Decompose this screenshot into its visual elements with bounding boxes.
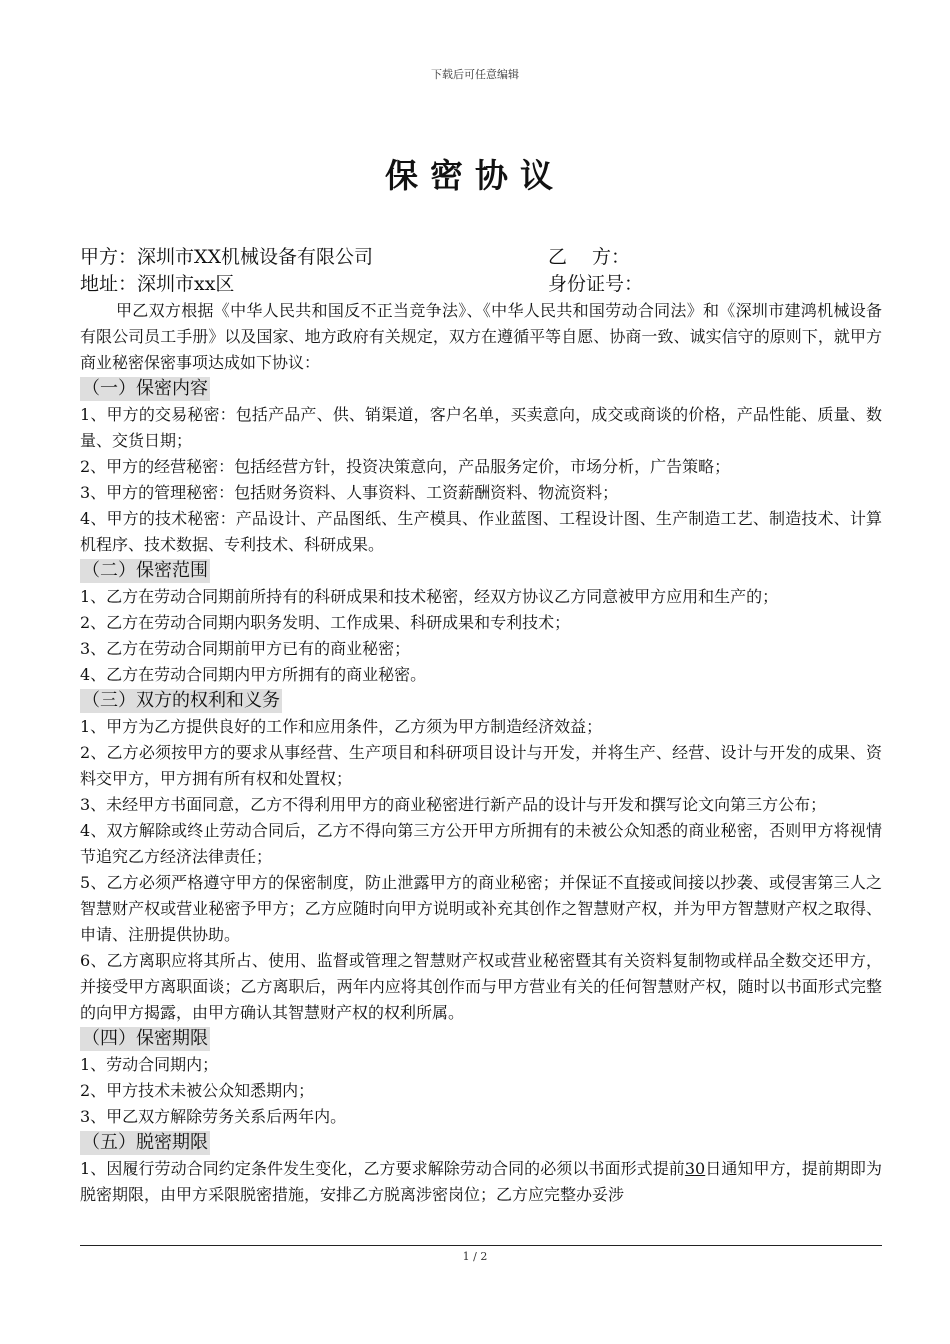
clause (80, 1156, 882, 1208)
document-title: 保密协议 (385, 156, 565, 195)
clause-text-start: 1、因履行劳动合同约定条件发生变化，乙方要求解除劳动合同的必须以书面形式提前 (80, 1159, 685, 1178)
clause: 4、乙方在劳动合同期内甲方所拥有的商业秘密。 (80, 665, 427, 684)
id-number: 身份证号： (548, 273, 644, 295)
address: 地址：深圳市xx区 (80, 273, 235, 295)
clause-text-end: 日通知甲方，提前期即为脱密期限，由甲方采限脱密措施，安排乙方脱离涉密岗位；乙方应完整办妥涉 (80, 1159, 882, 1204)
clause: 1、乙方在劳动合同期前所持有的科研成果和技术秘密，经双方协议乙方同意被甲方应用和生产的； (80, 587, 779, 606)
clause: 2、乙方在劳动合同期内职务发明、工作成果、科研成果和专利技术； (80, 613, 571, 632)
footer-divider (80, 1245, 882, 1246)
clause: 3、甲方的管理秘密：包括财务资料、人事资料、工资薪酬资料、物流资料； (80, 483, 619, 502)
section-heading: （五）脱密期限 (82, 1132, 208, 1153)
party-b: 乙 方： (548, 246, 631, 268)
header-note: 下载后可任意编辑 (431, 68, 519, 81)
clause: 4、甲方的技术秘密：产品设计、产品图纸、生产模具、作业蓝图、工程设计图、生产制造工艺、制造技术、计算机程序、技术数据、专利技术、科研成果。 (80, 509, 882, 554)
clause: 4、双方解除或终止劳动合同后，乙方不得向第三方公开甲方所拥有的未被公众知悉的商业秘密，否则甲方将视情节追究乙方经济法律责任； (80, 821, 882, 866)
party-a: 甲方：深圳市XX机械设备有限公司 (80, 246, 374, 268)
section-heading: （一）保密内容 (82, 378, 208, 399)
clause: 3、未经甲方书面同意，乙方不得利用甲方的商业秘密进行新产品的设计与开发和撰写论文向第三方公布； (80, 795, 827, 814)
notice-days: 30 (684, 1159, 706, 1178)
clause: 2、甲方技术未被公众知悉期内； (80, 1081, 315, 1100)
clause: 6、乙方离职应将其所占、使用、监督或管理之智慧财产权或营业秘密暨其有关资料复制物或样品全数交还甲方，并接受甲方离职面谈；乙方离职后，两年内应将其创作而与甲方营业有关的任何智慧财产权，随时以书面形式完整的向甲方揭露，由甲方确认其智慧财产权的权利所属。 (80, 951, 882, 1022)
clause: 3、乙方在劳动合同期前甲方已有的商业秘密； (80, 639, 411, 658)
clause: 2、甲方的经营秘密：包括经营方针，投资决策意向，产品服务定价，市场分析，广告策略； (80, 457, 731, 476)
document-body (80, 244, 882, 1208)
clause: 1、甲方的交易秘密：包括产品产、供、销渠道，客户名单，买卖意向，成交或商谈的价格，产品性能、质量、数量、交货日期； (80, 405, 882, 450)
section-heading: （四）保密期限 (82, 1028, 208, 1049)
party-row-2 (80, 271, 882, 298)
section-heading: （三）双方的权利和义务 (82, 690, 280, 711)
intro-paragraph: 甲乙双方根据《中华人民共和国反不正当竞争法》、《中华人民共和国劳动合同法》和《深圳市建鸿机械设备有限公司员工手册》以及国家、地方政府有关规定，双方在遵循平等自愿、协商一致、诚实信守的原则下，就甲方商业秘密保密事项达成如下协议： (80, 301, 882, 372)
section-heading: （二）保密范围 (82, 560, 208, 581)
party-row-1 (80, 244, 882, 271)
page-number: 1 / 2 (462, 1250, 488, 1263)
clause: 5、乙方必须严格遵守甲方的保密制度，防止泄露甲方的商业秘密；并保证不直接或间接以抄袭、或侵害第三人之智慧财产权或营业秘密予甲方；乙方应随时向甲方说明或补充其创作之智慧财产权，并为甲方智慧财产权之取得、申请、注册提供协助。 (80, 873, 882, 944)
clause: 3、甲乙双方解除劳务关系后两年内。 (80, 1107, 347, 1126)
clause: 1、劳动合同期内； (80, 1055, 219, 1074)
clause: 2、乙方必须按甲方的要求从事经营、生产项目和科研项目设计与开发，并将生产、经营、设计与开发的成果、资料交甲方，甲方拥有所有权和处置权； (80, 743, 882, 788)
clause: 1、甲方为乙方提供良好的工作和应用条件，乙方须为甲方制造经济效益； (80, 717, 603, 736)
